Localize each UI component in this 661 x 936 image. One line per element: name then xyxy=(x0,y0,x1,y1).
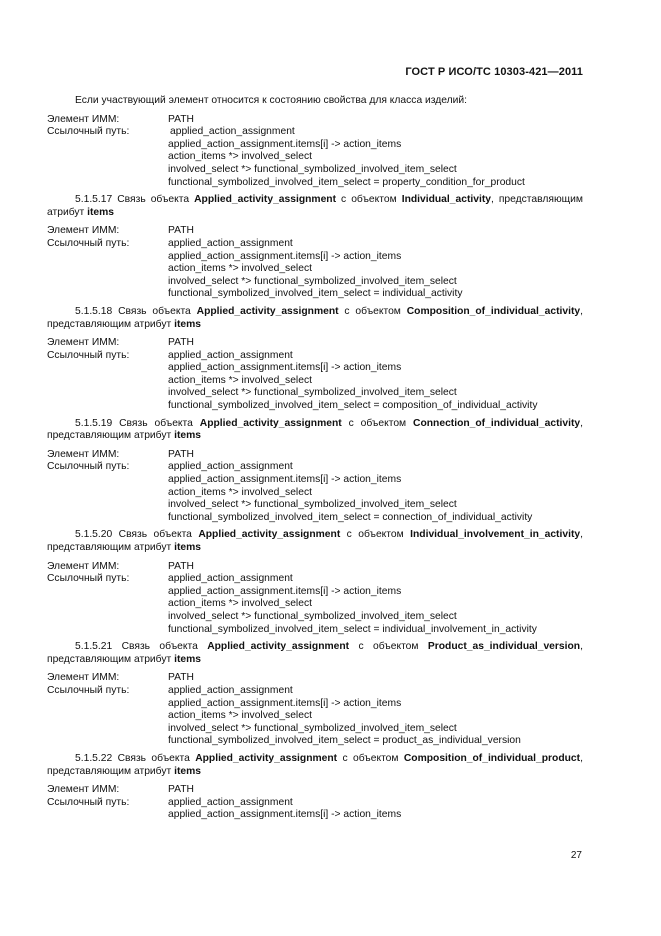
path-line: applied_action_assignment xyxy=(168,349,293,361)
path-line: applied_action_assignment.items[i] -> action_items xyxy=(168,138,402,150)
path-label: Ссылочный путь: xyxy=(47,461,130,473)
path-line: applied_action_assignment xyxy=(168,573,293,585)
clause-text: , представляющим атрибут xyxy=(47,417,583,442)
clause-text: , представляющим атрибут xyxy=(47,305,583,330)
path-line: action_items *> involved_select xyxy=(168,710,312,722)
element-label: Элемент ИММ: xyxy=(47,672,120,684)
attribute-name: items xyxy=(174,653,202,665)
section-5-1-5-22 xyxy=(47,753,583,822)
path-line: applied_action_assignment.items[i] -> action_items xyxy=(168,362,402,374)
clause-text: с объектом xyxy=(342,752,399,764)
element-value: PATH xyxy=(168,113,194,125)
clause-text: Связь объекта xyxy=(118,305,191,317)
clause-text: , представляющим атрибут xyxy=(47,752,583,777)
path-line: action_items *> involved_select xyxy=(168,486,312,498)
clause-text: Связь объекта xyxy=(118,529,192,541)
path-line: action_items *> involved_select xyxy=(168,263,312,275)
path-label: Ссылочный путь: xyxy=(47,573,130,585)
clause-number: 5.1.5.17 xyxy=(75,194,113,206)
path-line: functional_symbolized_involved_item_select = individual_involvement_in_activity xyxy=(168,623,537,635)
path-label: Ссылочный путь: xyxy=(47,126,130,138)
entity-name: Applied_activity_assignment xyxy=(199,417,342,429)
entity-name: Individual_involvement_in_activity xyxy=(410,529,581,541)
element-label: Элемент ИММ: xyxy=(47,225,120,237)
entity-name: Product_as_individual_version xyxy=(427,641,581,653)
attribute-name: items xyxy=(174,765,202,777)
path-line: functional_symbolized_involved_item_select = connection_of_individual_activity xyxy=(168,511,533,523)
element-label: Элемент ИММ: xyxy=(47,337,120,349)
path-line: action_items *> involved_select xyxy=(168,598,312,610)
mapping-block xyxy=(47,672,583,748)
attribute-name: items xyxy=(87,206,115,218)
path-line: involved_select *> functional_symbolized_involved_item_select xyxy=(168,499,457,511)
path-line: involved_select *> functional_symbolized_involved_item_select xyxy=(168,610,457,622)
entity-name: Applied_activity_assignment xyxy=(198,529,341,541)
path-line: functional_symbolized_involved_item_select = composition_of_individual_activity xyxy=(168,400,538,412)
mapping-block xyxy=(47,225,583,301)
mapping-block xyxy=(47,449,583,525)
clause-text: с объектом xyxy=(346,529,404,541)
path-line: involved_select *> functional_symbolized_involved_item_select xyxy=(168,722,457,734)
element-label: Элемент ИММ: xyxy=(47,784,120,796)
path-line: applied_action_assignment.items[i] -> action_items xyxy=(168,809,402,821)
section-5-1-5-19 xyxy=(47,418,583,525)
path-label: Ссылочный путь: xyxy=(47,684,130,696)
entity-name: Composition_of_individual_product xyxy=(403,752,581,764)
entity-name: Composition_of_individual_activity xyxy=(406,305,581,317)
entity-name: Applied_activity_assignment xyxy=(196,305,339,317)
path-label: Ссылочный путь: xyxy=(47,796,130,808)
element-label: Элемент ИММ: xyxy=(47,113,120,125)
path-line: applied_action_assignment xyxy=(170,126,295,138)
path-line: applied_action_assignment.items[i] -> action_items xyxy=(168,250,402,262)
section-5-1-5-20 xyxy=(47,529,583,636)
clause-text: с объектом xyxy=(341,194,397,206)
clause-text: , представляющим атрибут xyxy=(47,194,583,218)
clause-text: , представляющим атрибут xyxy=(47,641,583,665)
path-line: applied_action_assignment.items[i] -> action_items xyxy=(168,474,402,486)
element-value: PATH xyxy=(168,672,194,684)
path-line: applied_action_assignment xyxy=(168,796,293,808)
path-label: Ссылочный путь: xyxy=(47,349,130,361)
clause-number: 5.1.5.18 xyxy=(75,305,113,317)
clause-text: Связь объекта xyxy=(117,194,190,206)
sections-container xyxy=(47,194,583,822)
clause-number: 5.1.5.21 xyxy=(75,641,113,653)
path-line: functional_symbolized_involved_item_select = product_as_individual_version xyxy=(168,735,521,747)
clause-number: 5.1.5.22 xyxy=(75,752,113,764)
document-body xyxy=(47,95,583,822)
path-label: Ссылочный путь: xyxy=(47,237,130,249)
element-value: PATH xyxy=(168,337,194,349)
clause-number: 5.1.5.20 xyxy=(75,529,113,541)
path-line: applied_action_assignment xyxy=(168,461,293,473)
path-line: functional_symbolized_involved_item_select = property_condition_for_product xyxy=(168,176,525,188)
element-label: Элемент ИММ: xyxy=(47,560,120,572)
clause-heading xyxy=(47,306,583,331)
element-value: PATH xyxy=(168,225,194,237)
clause-text: Связь объекта xyxy=(121,641,198,653)
entity-name: Connection_of_individual_activity xyxy=(413,417,581,429)
clause-text: Связь объекта xyxy=(119,417,193,429)
path-line: applied_action_assignment.items[i] -> action_items xyxy=(168,697,402,709)
path-line: applied_action_assignment.items[i] -> action_items xyxy=(168,585,402,597)
attribute-name: items xyxy=(174,542,202,553)
entity-name: Applied_activity_assignment xyxy=(194,194,337,206)
standard-header: ГОСТ Р ИСО/ТС 10303-421—2011 xyxy=(405,66,583,78)
path-line: functional_symbolized_involved_item_select = individual_activity xyxy=(168,288,463,300)
clause-text: с объектом xyxy=(344,305,401,317)
mapping-block xyxy=(47,337,583,413)
intro-paragraph: Если участвующий элемент относится к состоянию свойства для класса изделий: xyxy=(75,95,468,106)
entity-name: Applied_activity_assignment xyxy=(207,641,350,653)
section-5-1-5-18 xyxy=(47,306,583,413)
element-value: PATH xyxy=(168,784,194,796)
path-line: involved_select *> functional_symbolized_involved_item_select xyxy=(168,387,457,399)
clause-heading xyxy=(47,641,583,666)
path-line: action_items *> involved_select xyxy=(168,374,312,386)
clause-number: 5.1.5.19 xyxy=(75,417,113,429)
element-value: PATH xyxy=(168,560,194,572)
clause-text: с объектом xyxy=(358,641,419,653)
clause-text: , представляющим атрибут xyxy=(47,529,583,553)
entity-name: Applied_activity_assignment xyxy=(195,752,338,764)
section-5-1-5-21 xyxy=(47,641,583,748)
page-number: 27 xyxy=(570,850,582,861)
clause-heading xyxy=(47,529,583,554)
section-5-1-5-17 xyxy=(47,194,583,301)
mapping-block xyxy=(47,561,583,637)
clause-heading xyxy=(47,194,583,219)
entity-name: Individual_activity xyxy=(401,194,491,206)
path-line: involved_select *> functional_symbolized_involved_item_select xyxy=(168,163,457,175)
path-line: applied_action_assignment xyxy=(168,237,293,249)
attribute-name: items xyxy=(174,318,202,330)
clause-text: с объектом xyxy=(348,417,407,429)
path-line: applied_action_assignment xyxy=(168,684,293,696)
clause-heading xyxy=(47,753,583,778)
clause-text: Связь объекта xyxy=(117,752,190,764)
element-value: PATH xyxy=(168,448,194,460)
attribute-name: items xyxy=(174,430,202,442)
mapping-block xyxy=(47,114,583,190)
mapping-block xyxy=(47,784,583,822)
path-line: action_items *> involved_select xyxy=(168,151,312,163)
element-label: Элемент ИММ: xyxy=(47,448,120,460)
path-line: involved_select *> functional_symbolized_involved_item_select xyxy=(168,275,457,287)
clause-heading xyxy=(47,418,583,443)
